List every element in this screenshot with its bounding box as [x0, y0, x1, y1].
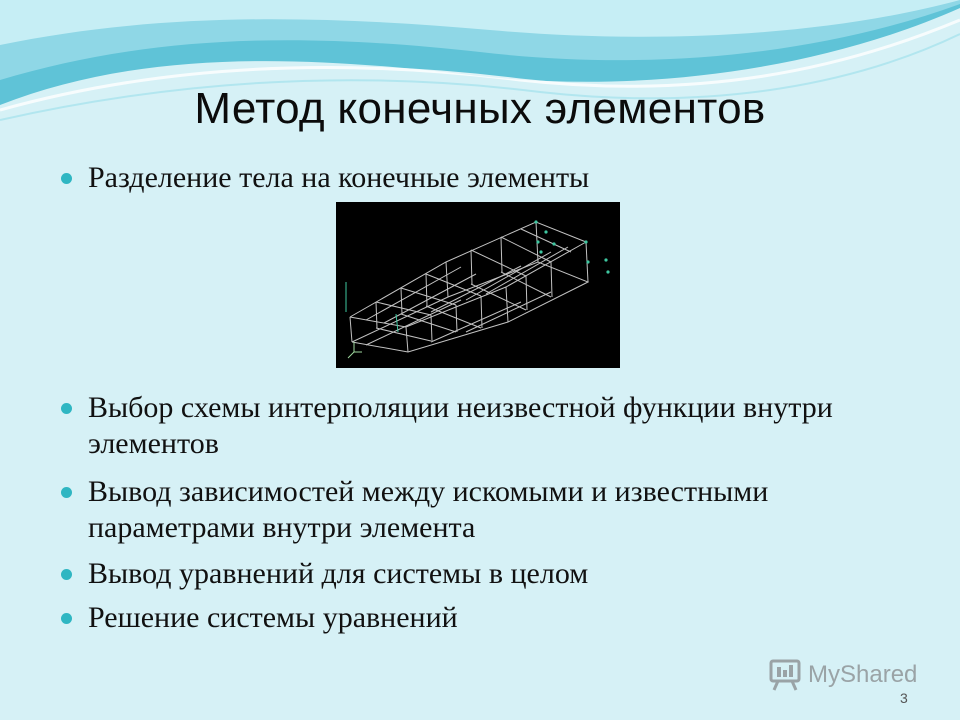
- bullet-icon: [61, 613, 72, 624]
- bullet-text: Вывод зависимостей между искомыми и известными параметрами внутри элемента: [88, 475, 769, 544]
- bullet-item-5: [88, 600, 928, 636]
- bullet-text: Вывод уравнений для системы в целом: [88, 557, 589, 590]
- finite-element-mesh-image: [336, 202, 620, 368]
- bullet-text: Разделение тела на конечные элементы: [88, 161, 590, 194]
- bullet-text: Решение системы уравнений: [88, 601, 458, 634]
- bullet-icon: [61, 403, 72, 414]
- bullet-item-2: [88, 390, 928, 462]
- watermark-text: MyShared: [808, 661, 918, 688]
- page-number: 3: [900, 690, 908, 706]
- bullet-icon: [61, 487, 72, 498]
- slide-title: Метод конечных элементов: [194, 84, 766, 133]
- bullet-icon: [61, 569, 72, 580]
- bullet-item-1: [88, 160, 928, 196]
- bullet-icon: [61, 173, 72, 184]
- bullet-text: Выбор схемы интерполяции неизвестной функции внутри элементов: [88, 391, 833, 460]
- presentation-board-icon: [768, 659, 802, 691]
- bullet-item-4: [88, 556, 928, 592]
- watermark: [768, 658, 917, 692]
- bullet-item-3: [88, 474, 928, 546]
